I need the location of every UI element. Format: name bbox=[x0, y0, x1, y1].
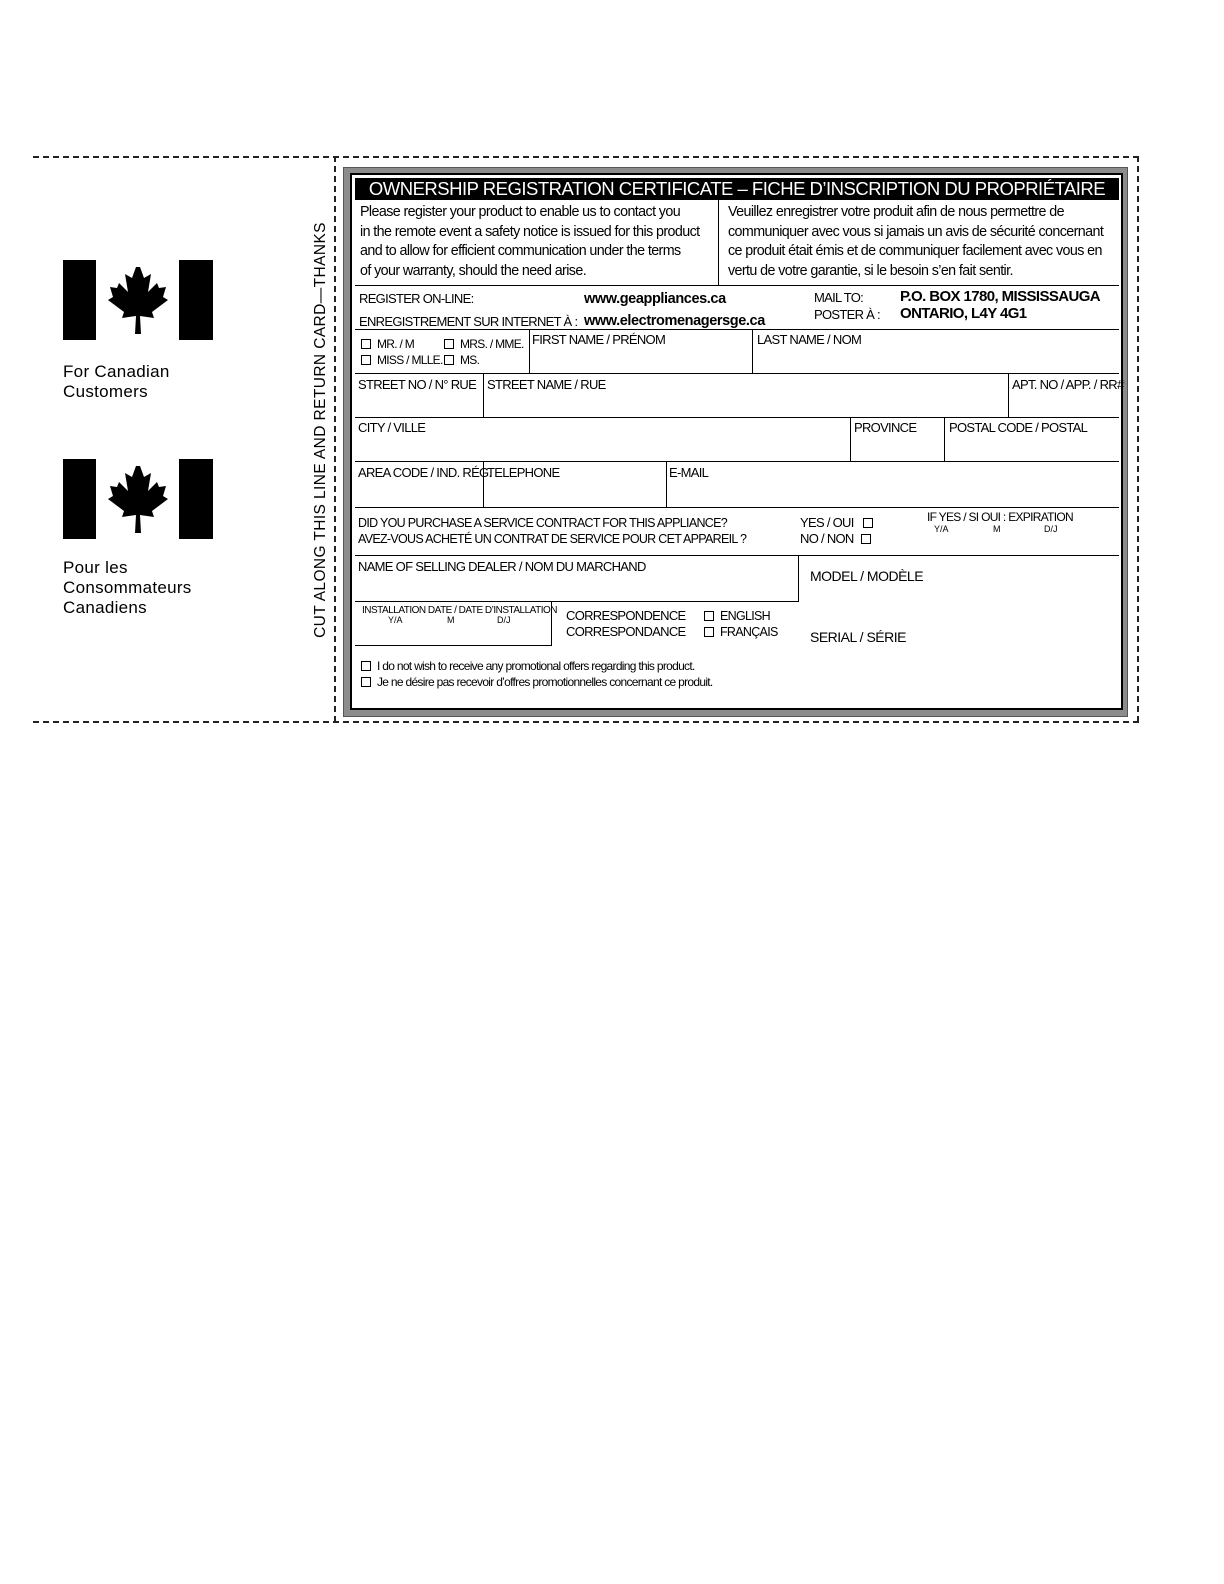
city-field[interactable]: CITY / VILLE bbox=[358, 420, 426, 435]
model-field[interactable]: MODEL / MODÈLE bbox=[810, 568, 924, 584]
optout-fr-checkbox[interactable]: Je ne désire pas recevoir d’offres promotionnelles concernant ce produit. bbox=[361, 674, 713, 690]
cut-line-top bbox=[33, 156, 1139, 158]
checkbox-icon[interactable] bbox=[361, 677, 371, 687]
installation-day-field[interactable]: D/J bbox=[497, 615, 511, 625]
service-contract-question-fr: AVEZ-VOUS ACHETÉ UN CONTRAT DE SERVICE POUR CET APPAREIL ? bbox=[358, 532, 747, 546]
dealer-name-field[interactable]: NAME OF SELLING DEALER / NOM DU MARCHAND bbox=[358, 559, 646, 574]
fr-customers-caption: Pour les Consommateurs Canadiens bbox=[63, 558, 192, 617]
cut-line-fold bbox=[334, 156, 336, 722]
cut-line-bottom bbox=[33, 721, 1139, 723]
email-field[interactable]: E-MAIL bbox=[669, 465, 709, 480]
service-contract-yes[interactable]: YES / OUI bbox=[800, 515, 879, 531]
expiration-label: IF YES / SI OUI : EXPIRATION bbox=[927, 510, 1073, 524]
register-online-label: REGISTER ON-LINE: bbox=[359, 291, 474, 306]
correspondence-label-fr: CORRESPONDANCE bbox=[566, 624, 686, 639]
en-customers-caption: For Canadian Customers bbox=[63, 362, 170, 401]
telephone-field[interactable]: TELEPHONE bbox=[487, 465, 560, 480]
register-online-url[interactable]: www.geappliances.ca bbox=[584, 291, 726, 307]
expiration-day-field[interactable]: D/J bbox=[1044, 524, 1058, 534]
mail-to-label-fr: POSTER À : bbox=[814, 307, 880, 322]
mail-address-line1: P.O. BOX 1780, MISSISSAUGA bbox=[900, 288, 1101, 305]
area-code-field[interactable]: AREA CODE / IND. RÉG. bbox=[358, 465, 492, 480]
checkbox-icon[interactable] bbox=[361, 355, 371, 365]
last-name-field[interactable]: LAST NAME / NOM bbox=[757, 332, 862, 347]
checkbox-icon[interactable] bbox=[444, 339, 454, 349]
apt-field[interactable]: APT. NO / APP. / RR# bbox=[1012, 377, 1124, 392]
expiration-month-field[interactable]: M bbox=[993, 524, 1001, 534]
checkbox-icon[interactable] bbox=[444, 355, 454, 365]
street-no-field[interactable]: STREET NO / N° RUE bbox=[358, 377, 477, 392]
service-contract-question-en: DID YOU PURCHASE A SERVICE CONTRACT FOR THIS APPLIANCE? bbox=[358, 516, 728, 530]
serial-field[interactable]: SERIAL / SÉRIE bbox=[810, 629, 906, 645]
mail-address-line2: ONTARIO, L4Y 4G1 bbox=[900, 305, 1027, 322]
title-ms-checkbox[interactable]: MS. bbox=[444, 352, 479, 368]
optout-en-checkbox[interactable]: I do not wish to receive any promotional offers regarding this product. bbox=[361, 658, 695, 674]
correspondence-label-en: CORRESPONDENCE bbox=[566, 608, 686, 623]
installation-date-label: INSTALLATION DATE / DATE D’INSTALLATION bbox=[362, 605, 557, 616]
street-name-field[interactable]: STREET NAME / RUE bbox=[487, 377, 606, 392]
canadian-flag-icon bbox=[63, 459, 213, 539]
title-mr-checkbox[interactable]: MR. / M bbox=[361, 336, 414, 352]
postal-code-field[interactable]: POSTAL CODE / POSTAL bbox=[949, 420, 1088, 435]
language-french-checkbox[interactable]: FRANÇAIS bbox=[704, 624, 778, 640]
register-online-label-fr: ENREGISTREMENT SUR INTERNET À : bbox=[359, 314, 578, 329]
first-name-field[interactable]: FIRST NAME / PRÉNOM bbox=[532, 332, 666, 347]
installation-year-field[interactable]: Y/A bbox=[388, 615, 403, 625]
checkbox-icon[interactable] bbox=[361, 661, 371, 671]
checkbox-icon[interactable] bbox=[704, 611, 714, 621]
mail-to-label: MAIL TO: bbox=[814, 290, 864, 305]
province-field[interactable]: PROVINCE bbox=[854, 420, 917, 435]
installation-month-field[interactable]: M bbox=[447, 615, 455, 625]
canadian-flag-icon bbox=[63, 260, 213, 340]
title-miss-checkbox[interactable]: MISS / MLLE. bbox=[361, 352, 443, 368]
cut-instruction: CUT ALONG THIS LINE AND RETURN CARD—THANKS bbox=[312, 222, 329, 638]
intro-english: Please register your product to enable us to contact you in the remote event a safety notice is issued for this product and to allow for efficient communication under the terms of your warranty, should the need arise. bbox=[360, 204, 700, 279]
register-online-url-fr[interactable]: www.electromenagersge.ca bbox=[584, 313, 765, 329]
language-english-checkbox[interactable]: ENGLISH bbox=[704, 608, 770, 624]
card-title: OWNERSHIP REGISTRATION CERTIFICATE – FICHE D’INSCRIPTION DU PROPRIÉTAIRE bbox=[355, 178, 1119, 200]
cut-line-right bbox=[1137, 156, 1139, 722]
service-contract-no[interactable]: NO / NON bbox=[800, 531, 877, 547]
checkbox-icon[interactable] bbox=[704, 627, 714, 637]
checkbox-icon[interactable] bbox=[361, 339, 371, 349]
expiration-year-field[interactable]: Y/A bbox=[934, 524, 949, 534]
checkbox-icon[interactable] bbox=[863, 518, 873, 528]
title-mrs-checkbox[interactable]: MRS. / MME. bbox=[444, 336, 524, 352]
intro-french: Veuillez enregistrer votre produit afin de nous permettre de communiquer avec vous si jamais un avis de sécurité concernant ce produit était émis et de communiquer facilement avec vous en vertu de votre garantie, si le besoin s’en fait sentir. bbox=[728, 204, 1104, 279]
checkbox-icon[interactable] bbox=[861, 534, 871, 544]
